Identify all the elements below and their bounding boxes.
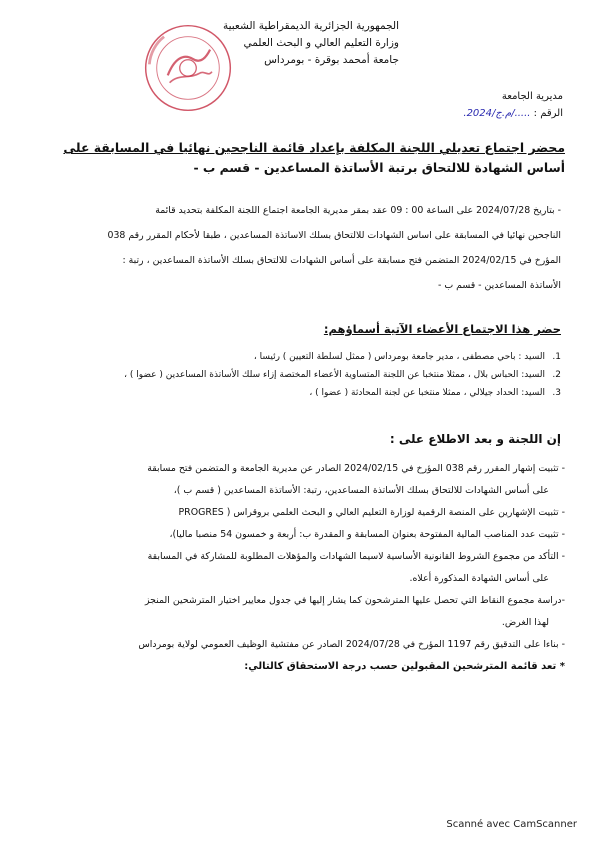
member-item [34, 368, 561, 382]
members-heading: حضر هذا الاجتماع الأعضاء الآتية أسماؤهم: [323, 322, 561, 336]
review-item: على أساس الشهادات للالتحاق بسلك الأساتذة المساعدين، رتبة: الأساتذة المساعدين ( قسم ب )، [173, 485, 549, 496]
header-line-university: جامعة أمحمد بوقرة - بومرداس [264, 54, 399, 66]
review-item: - بناءا على التدقيق رقم 1197 المؤرخ في 2024/07/28 الصادر عن مفتشية الوظيف العمومي لولاية بومرداس [138, 639, 565, 650]
document-title [30, 138, 565, 178]
header-line-republic: الجمهورية الجزائرية الديمقراطية الشعبية [222, 20, 399, 32]
review-item: - تثبيت عدد المناصب المالية المفتوحة بعنوان المسابقة و المقدرة ب: أربعة و خمسون 54 منصبا ماليا)، [169, 529, 565, 540]
intro-line: الناجحين نهائيا في المسابقة على اساس الشهادات للالتحاق بسلك الاساتذة المساعدين ، طبقا لأحكام المقرر رقم 038 [107, 230, 561, 241]
review-item: - التأكد من مجموع الشروط القانونية الأساسية لاسيما الشهادات والمؤهلات المطلوبة للمشاركة في المسابقة [147, 551, 565, 562]
member-number: 2. [552, 370, 561, 380]
member-item [34, 386, 561, 400]
title-line-1: محضر اجتماع تعديلي اللجنة المكلفة بإعداد قائمة الناجحين نهائيا في المسابقة على [63, 140, 565, 155]
review-item: لهذا الغرض. [501, 617, 549, 628]
member-text: السيد: الحباس بلال ، ممثلا منتخبا عن اللجنة المتساوية الأعضاء المختصة إزاء سلك الأساتذة المساعدين ( عضوا ) ، [124, 370, 545, 380]
scanner-watermark: Scanné avec CamScanner [446, 819, 577, 830]
member-number: 3. [552, 388, 561, 398]
member-text: السيد: الحداد جيلالي ، ممثلا منتخبا عن لجنة المحادثة ( عضوا ) ، [309, 388, 545, 398]
member-number: 1. [552, 352, 561, 362]
members-list [34, 350, 561, 404]
review-item: - تثبيت الإشهارين على المنصة الرقمية لوزارة التعليم العالي و البحث العلمي بروقراس ( PROGRES [178, 507, 565, 518]
department-label: مديرية الجامعة [501, 91, 563, 102]
reference-number-value: ...../م.ج/2024. [463, 108, 531, 119]
member-text: السيد : باحي مصطفى ، مدير جامعة بومرداس ( ممثل لسلطة التعيين ) رئيسا ، [253, 352, 545, 362]
review-item: -دراسة مجموع النقاط التي تحصل عليها المترشحون كما يشار إليها في جدول معايير اختيار المترشحين المنجز [144, 595, 565, 606]
reference-number-label: الرقم : [533, 108, 563, 119]
intro-paragraph [34, 198, 561, 298]
university-seal-stamp [142, 22, 234, 114]
intro-line: - بتاريخ 2024/07/28 على الساعة 00 : 09 عقد بمقر مديرية الجامعة اجتماع اللجنة المكلفة بتحديد قائمة [155, 205, 561, 216]
review-item: - تثبيت إشهار المقرر رقم 038 المؤرخ في 2024/02/15 الصادر عن مديرية الجامعة و المتضمن فتح مسابقة [147, 463, 565, 474]
review-items-list [30, 458, 565, 678]
reference-number [363, 105, 563, 122]
intro-line: المؤرخ في 2024/02/15 المتضمن فتح مسابقة على أساس الشهادات للالتحاق بسلك الأساتذة المساعدين ، رتبة : [122, 255, 561, 266]
title-line-2: أساس الشهادة للالتحاق برتبة الأساتذة المساعدين - قسم ب - [193, 160, 565, 175]
review-heading: إن اللجنة و بعد الاطلاع على : [389, 432, 561, 446]
reference-block [363, 88, 563, 122]
header-line-ministry: وزارة التعليم العالي و البحث العلمي [243, 37, 399, 49]
member-item [34, 350, 561, 364]
review-item-conclusion: * تعد قائمة المترشحين المقبولين حسب درجة الاستحقاق كالتالي: [244, 661, 565, 672]
intro-line: الأساتذة المساعدين - قسم ب - [437, 280, 561, 291]
review-item: على أساس الشهادة المذكورة أعلاه. [409, 573, 549, 584]
